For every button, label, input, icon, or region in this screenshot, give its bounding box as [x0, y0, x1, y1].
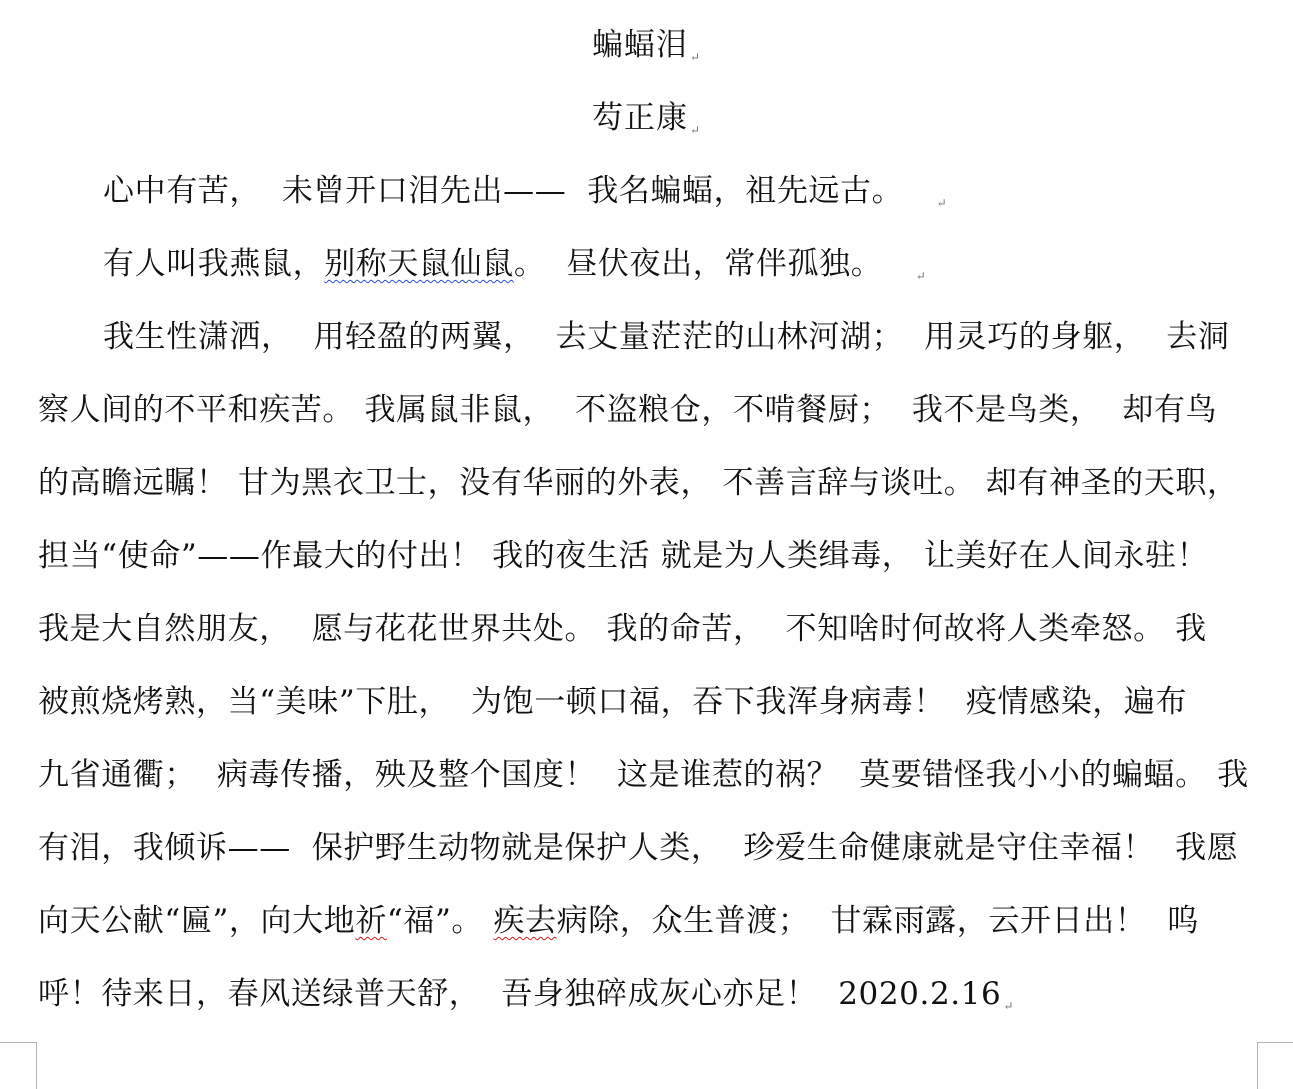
document-author [0, 98, 1293, 150]
margin-corner-mark-right [1257, 1042, 1293, 1089]
line-gap [882, 246, 913, 282]
body-line-6 [38, 536, 1258, 576]
line-text: 呼！待来日，春风送绿普天舒， 吾身独碎成灰心亦足！ 2020.2.16 [38, 976, 1002, 1012]
paragraph-mark-icon: ↵ [915, 269, 927, 283]
line-text: 被煎烧烤熟，当“美味”下肚， 为饱一顿口福，吞下我浑身病毒！ 疫情感染，遍布 [38, 684, 1188, 720]
line-text: 有人叫我燕鼠， [103, 246, 325, 282]
spelling-flag-text[interactable]: 祈 [355, 903, 387, 939]
body-line-5 [38, 463, 1258, 503]
line-text: 病除，众生普渡； 甘霖雨露，云开日出！ 呜 [556, 903, 1199, 939]
paragraph-mark-icon: ↵ [689, 50, 702, 64]
body-line-10 [38, 828, 1258, 868]
body-line-9 [38, 755, 1258, 795]
spelling-flag-text[interactable]: 疾去 [493, 903, 557, 939]
line-text: 九省通衢； 病毒传播，殃及整个国度！ 这是谁惹的祸？ 莫要错怪我小小的蝙蝠。 我 [38, 757, 1249, 793]
line-text: 的高瞻远瞩！ 甘为黑衣卫士，没有华丽的外表， 不善言辞与谈吐。 却有神圣的天职， [38, 465, 1239, 501]
paragraph-mark-icon: ↵ [1003, 999, 1015, 1013]
body-line-8 [38, 682, 1258, 722]
document-title [0, 25, 1293, 77]
line-text: 有泪，我倾诉—— 保护野生动物就是保护人类， 珍爱生命健康就是守住幸福！ 我愿 [38, 830, 1239, 866]
line-text: 担当“使命”——作最大的付出！ 我的夜生活 就是为人类缉毒， 让美好在人间永驻！ [38, 538, 1209, 574]
margin-corner-mark-left [0, 1042, 37, 1089]
title-text: 蝙蝠泪 [591, 27, 688, 63]
line-text: 我生性潇洒， 用轻盈的两翼， 去丈量茫茫的山林河湖； 用灵巧的身躯， 去洞 [103, 319, 1230, 355]
line-text: “福”。 [386, 903, 494, 939]
line-text: 我是大自然朋友， 愿与花花世界共处。 我的命苦， 不知啥时何故将人类牵怒。 我 [38, 611, 1207, 647]
line-text: 心中有苦， 未曾开口泪先出—— 我名蝙蝠，祖先远古。 [103, 173, 904, 209]
body-line-4 [38, 390, 1258, 430]
body-line-3 [103, 317, 1253, 357]
body-line-7 [38, 609, 1258, 649]
line-text: 向天公献“匾”，向大地 [38, 903, 356, 939]
paragraph-mark-icon: ↵ [936, 196, 948, 210]
paragraph-mark-icon: ↵ [689, 123, 702, 137]
body-line-12 [38, 974, 1258, 1026]
body-line-2 [103, 244, 1253, 296]
line-text: 。 昼伏夜出，常伴孤独。 [513, 246, 883, 282]
body-line-11 [38, 901, 1258, 941]
author-text: 芶正康 [591, 100, 688, 136]
grammar-flag-text[interactable]: 别称天鼠仙鼠 [324, 246, 514, 282]
line-text: 察人间的不平和疾苦。 我属鼠非鼠， 不盗粮仓，不啃餐厨； 我不是鸟类， 却有鸟 [38, 392, 1218, 428]
line-gap [903, 173, 934, 209]
body-line-1 [103, 171, 1253, 223]
